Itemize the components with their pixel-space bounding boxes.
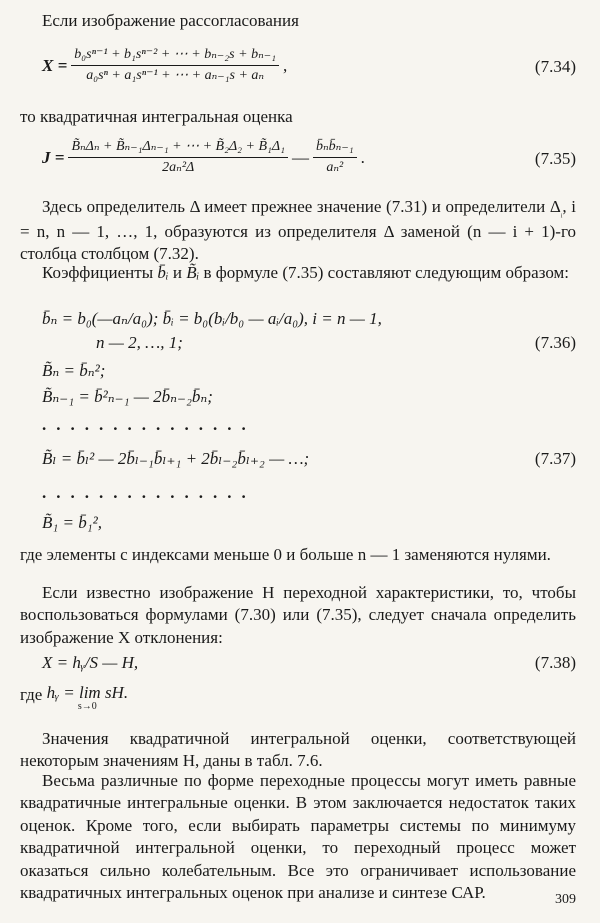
eq734-lhs: X = <box>42 55 68 75</box>
paragraph-then <box>20 106 576 128</box>
text-determinant-b: , i = n, n — 1, …, 1, образуются из определителя Δ заменой (n — i + 1)-го столбца столбцом (7.32). <box>20 197 576 264</box>
eq737-number: (7.37) <box>534 449 576 468</box>
delta-index: ᵢ <box>560 208 563 220</box>
eq735-denominator2: aₙ² <box>326 160 344 176</box>
text-intro: Если изображение рассогласования <box>42 11 299 30</box>
symbol-b-bar: b̄ᵢ <box>157 263 169 282</box>
eq-dots-1: ............... <box>42 415 256 434</box>
eq735-denominator: 2aₙ²Δ <box>162 160 195 176</box>
eq734-tail: , <box>283 55 288 75</box>
eq735-tail: . <box>360 147 365 167</box>
text-coef-c: в формуле (7.35) составляют следующим образом: <box>203 263 569 282</box>
eq735-numerator2: b̄ₙb̄ₙ₋₁ <box>313 138 357 158</box>
limit-sub: s→0 <box>77 701 97 712</box>
eq736-line3: B̃ₙ = b̄ₙ²; <box>42 361 106 380</box>
equation-7-34 <box>20 46 576 86</box>
symbol-hy: hᵧ <box>46 683 59 702</box>
paragraph-where-h <box>20 684 576 712</box>
eq737-line: B̃ₗ = b̄ₗ² — 2b̄ₗ₋₁b̄ₗ₊₁ + 2b̄ₗ₋₂b̄ₗ₊₂ — …; <box>42 449 310 468</box>
eq734-fraction <box>71 46 279 86</box>
eq736-number: (7.36) <box>534 333 576 352</box>
text-determinant-a: Здесь определитель Δ имеет прежнее значение (7.31) и определители Δ <box>42 197 561 216</box>
eq738-number: (7.38) <box>534 653 576 672</box>
eq-dots-2: ............... <box>42 483 256 502</box>
equation-7-35 <box>20 138 576 178</box>
eq736-line1: b̄ₙ = b₀(—aₙ/a₀); b̄ᵢ = b₀(bᵢ/b₀ — aᵢ/a₀), i = n — 1, <box>42 309 382 328</box>
symbol-b-tilde: B̃ᵢ <box>186 263 200 282</box>
eq735-minus: — <box>291 147 309 167</box>
limit-expression <box>47 684 129 712</box>
paragraph-transfer <box>20 582 576 649</box>
text-then: то квадратичная интегральная оценка <box>20 107 293 126</box>
paragraph-intro <box>20 10 576 32</box>
text-where-elements: где элементы с индексами меньше 0 и больше n — 1 заменяются нулями. <box>20 545 551 564</box>
text-coef-b: и <box>172 263 182 282</box>
eq738-line: X = hᵧ/S — H, <box>42 653 139 672</box>
eq734-number: (7.34) <box>534 57 576 76</box>
paragraph-where-elements <box>20 544 576 566</box>
limit-body: = lim sH. <box>63 683 129 702</box>
text-where: где <box>20 685 43 704</box>
eq736-line2: n — 2, …, 1; <box>96 333 183 352</box>
text-conclusion: Весьма различные по форме переходные процессы могут иметь равные квадратичные интегральные оценки. В этом заключается недостаток таких оценок. Кроме того, если выбирать параметры системы по минимуму квадратичной интегральной оценки, то переходный процесс может оказаться сильно колебательным. Все это ограничивает использование квадратичных интегральных оценок при анализе и синтезе САР. <box>20 771 576 903</box>
text-transfer: Если известно изображение H переходной характеристики, то, чтобы воспользоваться формулами (7.30) или (7.35), следует сначала определить изображение X отклонения: <box>20 583 576 647</box>
eq735-fraction-main <box>68 138 288 178</box>
eq735-numerator: B̃ₙΔₙ + B̃ₙ₋₁Δₙ₋₁ + ⋯ + B̃₂Δ₂ + B̃₁Δ₁ <box>68 138 288 158</box>
eq737-end: B̃₁ = b̄₁², <box>42 513 103 532</box>
text-coef-a: Коэффициенты <box>42 263 154 282</box>
paragraph-coefficients <box>20 262 576 284</box>
paragraph-conclusion <box>20 770 576 905</box>
eq735-number: (7.35) <box>534 149 576 168</box>
paragraph-values <box>20 728 576 773</box>
eq735-fraction-tail <box>313 138 357 178</box>
eq734-numerator: b₀sⁿ⁻¹ + b₁sⁿ⁻² + ⋯ + bₙ₋₂s + bₙ₋₁ <box>71 46 279 66</box>
paragraph-determinant <box>20 196 576 265</box>
page-number: 309 <box>555 891 576 907</box>
eq734-denominator: a₀sⁿ + a₁sⁿ⁻¹ + ⋯ + aₙ₋₁s + aₙ <box>86 68 265 84</box>
text-values: Значения квадратичной интегральной оценки, соответствующей некоторым значениям H, даны в табл. 7.6. <box>20 729 576 771</box>
eq735-lhs: J = <box>42 147 65 167</box>
eq736-line4: B̃ₙ₋₁ = b̄²ₙ₋₁ — 2b̄ₙ₋₂b̄ₙ; <box>42 387 213 406</box>
